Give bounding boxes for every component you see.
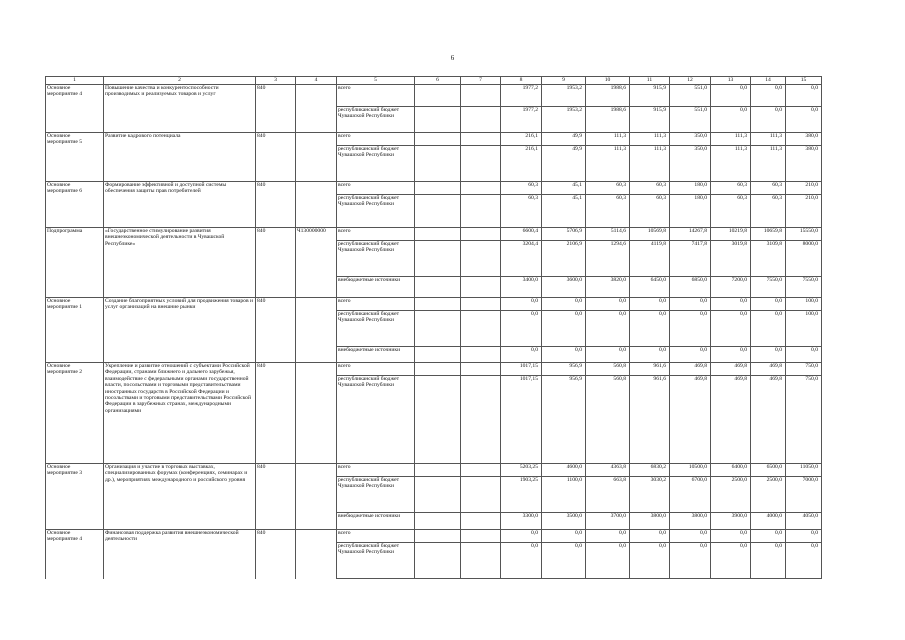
value-cell: 469,8: [711, 363, 751, 376]
empty-cell: [461, 513, 501, 530]
value-cell: 0,0: [751, 107, 786, 133]
value-cell: 0,0: [542, 347, 586, 363]
value-cell: 0,0: [586, 530, 630, 543]
value-cell: 0,0: [670, 298, 711, 311]
header-cell: 14: [751, 77, 786, 85]
value-cell: 663,8: [586, 477, 630, 513]
value-cell: 0,0: [630, 311, 670, 347]
value-cell: 100,0: [786, 311, 822, 347]
budget-code-cell: [296, 133, 337, 182]
header-cell: 6: [415, 77, 461, 85]
header-cell: 13: [711, 77, 751, 85]
funding-source-cell: республиканский бюджет Чувашской Республики: [337, 376, 415, 464]
value-cell: 45,1: [542, 182, 586, 195]
value-cell: 961,6: [630, 376, 670, 464]
value-cell: 111,3: [630, 133, 670, 146]
funding-source-cell: всего: [337, 363, 415, 376]
value-cell: 111,3: [711, 146, 751, 182]
measure-name-cell: Развитие кадрового потенциала: [104, 133, 256, 182]
value-cell: 0,0: [501, 311, 542, 347]
value-cell: 10219,8: [711, 228, 751, 241]
funding-source-cell: республиканский бюджет Чувашской Республики: [337, 311, 415, 347]
value-cell: 0,0: [542, 298, 586, 311]
value-cell: 7000,0: [786, 477, 822, 513]
value-cell: 0,0: [586, 543, 630, 579]
value-cell: 111,3: [630, 146, 670, 182]
value-cell: 49,9: [542, 146, 586, 182]
empty-cell: [461, 376, 501, 464]
value-cell: 3800,0: [670, 513, 711, 530]
measure-type-cell: Основное мероприятие 2: [46, 363, 104, 464]
value-cell: 6700,0: [670, 477, 711, 513]
funding-source-cell: всего: [337, 85, 415, 107]
value-cell: 915,9: [630, 107, 670, 133]
value-cell: 0,0: [751, 85, 786, 107]
funding-source-cell: всего: [337, 464, 415, 477]
value-cell: 14267,8: [670, 228, 711, 241]
value-cell: 60,3: [630, 182, 670, 195]
value-cell: 380,0: [786, 146, 822, 182]
empty-cell: [461, 311, 501, 347]
value-cell: 6400,0: [711, 464, 751, 477]
measure-name-cell: Повышение качества и конкурентоспособности производимых и реализуемых товаров и услуг: [104, 85, 256, 133]
empty-cell: [415, 107, 461, 133]
table-row: [46, 298, 822, 311]
value-cell: 551,0: [670, 107, 711, 133]
value-cell: 750,0: [786, 363, 822, 376]
value-cell: 0,0: [586, 347, 630, 363]
value-cell: 3700,0: [586, 513, 630, 530]
value-cell: 1988,6: [586, 107, 630, 133]
value-cell: 180,0: [670, 182, 711, 195]
funding-source-cell: всего: [337, 530, 415, 543]
empty-cell: [461, 347, 501, 363]
empty-cell: [461, 133, 501, 146]
header-cell: 8: [501, 77, 542, 85]
value-cell: 1017,15: [501, 363, 542, 376]
value-cell: 0,0: [630, 530, 670, 543]
empty-cell: [415, 182, 461, 195]
program-funding-table: [45, 76, 822, 579]
value-cell: 216,1: [501, 133, 542, 146]
value-cell: 60,3: [501, 195, 542, 228]
budget-code-cell: [296, 530, 337, 579]
page-number: 6: [450, 54, 455, 62]
funding-source-cell: республиканский бюджет Чувашской Республики: [337, 543, 415, 579]
value-cell: 0,0: [711, 530, 751, 543]
budget-code-cell: [296, 85, 337, 133]
budget-code-cell: [296, 182, 337, 228]
value-cell: 551,0: [670, 85, 711, 107]
value-cell: 60,3: [711, 182, 751, 195]
empty-cell: [415, 543, 461, 579]
value-cell: 60,3: [586, 195, 630, 228]
value-cell: 0,0: [670, 530, 711, 543]
value-cell: 0,0: [751, 311, 786, 347]
measure-type-cell: Подпрограмма: [46, 228, 104, 298]
funding-source-cell: всего: [337, 298, 415, 311]
value-cell: 0,0: [786, 347, 822, 363]
value-cell: 0,0: [751, 543, 786, 579]
value-cell: 216,1: [501, 146, 542, 182]
value-cell: 0,0: [711, 85, 751, 107]
value-cell: 0,0: [670, 347, 711, 363]
measure-name-cell: Организация и участие в торговых выставках, специализированных форумах (конференциях, семинарах и др.), мероприятиях международного и российского уровня: [104, 464, 256, 530]
funding-source-cell: внебюджетные источники: [337, 347, 415, 363]
value-cell: 0,0: [630, 298, 670, 311]
value-cell: 5114,6: [586, 228, 630, 241]
empty-cell: [461, 464, 501, 477]
measure-name-cell: Укрепление и развитие отношений с субъектами Российской Федерации, странами ближнего и дальнего зарубежья, взаимодействие с федеральными органами государственной власти, посольствами и торговыми представительствами иностранных государств в Российской Федерации и посольствами и торговыми представительствами Российской Федерации в зарубежных странах, международными организациями: [104, 363, 256, 464]
table-row: [46, 530, 822, 543]
value-cell: 0,0: [786, 530, 822, 543]
value-cell: 3109,8: [751, 241, 786, 277]
value-cell: 0,0: [711, 347, 751, 363]
value-cell: 915,9: [630, 85, 670, 107]
responsible-code-cell: 840: [256, 464, 296, 530]
responsible-code-cell: 840: [256, 133, 296, 182]
value-cell: 15550,0: [786, 228, 822, 241]
value-cell: 0,0: [501, 530, 542, 543]
header-cell: 3: [256, 77, 296, 85]
empty-cell: [461, 363, 501, 376]
budget-code-cell: [296, 464, 337, 530]
value-cell: 560,8: [586, 376, 630, 464]
value-cell: 3600,0: [542, 277, 586, 298]
empty-cell: [415, 347, 461, 363]
value-cell: 3500,0: [542, 513, 586, 530]
value-cell: 1100,0: [542, 477, 586, 513]
value-cell: 5706,9: [542, 228, 586, 241]
value-cell: 350,0: [670, 146, 711, 182]
value-cell: 4000,0: [751, 513, 786, 530]
empty-cell: [415, 241, 461, 277]
empty-cell: [461, 85, 501, 107]
table-row: [46, 133, 822, 146]
empty-cell: [461, 107, 501, 133]
value-cell: 0,0: [630, 347, 670, 363]
header-cell: 4: [296, 77, 337, 85]
header-cell: 5: [337, 77, 415, 85]
value-cell: 469,8: [670, 376, 711, 464]
value-cell: 1903,25: [501, 477, 542, 513]
value-cell: 111,3: [751, 133, 786, 146]
value-cell: 210,0: [786, 195, 822, 228]
value-cell: 2500,0: [711, 477, 751, 513]
value-cell: 60,3: [711, 195, 751, 228]
empty-cell: [461, 228, 501, 241]
value-cell: 6450,0: [630, 277, 670, 298]
empty-cell: [461, 146, 501, 182]
header-cell: 2: [104, 77, 256, 85]
value-cell: 6850,0: [670, 277, 711, 298]
value-cell: 0,0: [786, 107, 822, 133]
empty-cell: [461, 277, 501, 298]
value-cell: 1294,6: [586, 241, 630, 277]
value-cell: 0,0: [751, 298, 786, 311]
value-cell: 10659,8: [751, 228, 786, 241]
value-cell: 0,0: [586, 298, 630, 311]
value-cell: 956,9: [542, 376, 586, 464]
value-cell: 180,0: [670, 195, 711, 228]
value-cell: 45,1: [542, 195, 586, 228]
empty-cell: [415, 146, 461, 182]
value-cell: 3400,0: [501, 277, 542, 298]
value-cell: 60,3: [630, 195, 670, 228]
header-cell: 1: [46, 77, 104, 85]
value-cell: 1953,2: [542, 85, 586, 107]
value-cell: 0,0: [786, 543, 822, 579]
table-row: [46, 363, 822, 376]
value-cell: 0,0: [542, 543, 586, 579]
value-cell: 1017,15: [501, 376, 542, 464]
funding-source-cell: всего: [337, 133, 415, 146]
value-cell: 380,0: [786, 133, 822, 146]
value-cell: 6500,0: [751, 464, 786, 477]
table-row: [46, 228, 822, 241]
header-cell: 9: [542, 77, 586, 85]
empty-cell: [415, 464, 461, 477]
value-cell: 4600,0: [542, 464, 586, 477]
value-cell: 560,8: [586, 363, 630, 376]
value-cell: 469,8: [751, 363, 786, 376]
value-cell: 4119,8: [630, 241, 670, 277]
value-cell: 10569,8: [630, 228, 670, 241]
value-cell: 60,3: [751, 195, 786, 228]
budget-code-cell: [296, 298, 337, 363]
value-cell: 3019,8: [711, 241, 751, 277]
value-cell: 5203,25: [501, 464, 542, 477]
value-cell: 469,8: [711, 376, 751, 464]
empty-cell: [415, 363, 461, 376]
responsible-code-cell: 840: [256, 363, 296, 464]
value-cell: 0,0: [711, 543, 751, 579]
value-cell: 3900,0: [711, 513, 751, 530]
value-cell: 7550,0: [751, 277, 786, 298]
table-row: [46, 464, 822, 477]
empty-cell: [461, 298, 501, 311]
value-cell: 60,3: [501, 182, 542, 195]
measure-name-cell: Финансовая поддержка развития внешнеэкономической деятельности: [104, 530, 256, 579]
header-cell: 11: [630, 77, 670, 85]
funding-source-cell: республиканский бюджет Чувашской Республики: [337, 477, 415, 513]
empty-cell: [415, 133, 461, 146]
responsible-code-cell: 840: [256, 298, 296, 363]
value-cell: 0,0: [501, 347, 542, 363]
funding-source-cell: республиканский бюджет Чувашской Республики: [337, 241, 415, 277]
funding-source-cell: республиканский бюджет Чувашской Республики: [337, 107, 415, 133]
value-cell: 6600,4: [501, 228, 542, 241]
value-cell: 3204,4: [501, 241, 542, 277]
empty-cell: [415, 195, 461, 228]
value-cell: 7200,0: [711, 277, 751, 298]
header-cell: 12: [670, 77, 711, 85]
empty-cell: [415, 376, 461, 464]
empty-cell: [415, 228, 461, 241]
value-cell: 111,3: [711, 133, 751, 146]
value-cell: 3030,2: [630, 477, 670, 513]
value-cell: 3800,0: [630, 513, 670, 530]
value-cell: 0,0: [542, 530, 586, 543]
measure-type-cell: Основное мероприятие 4: [46, 530, 104, 579]
empty-cell: [415, 85, 461, 107]
empty-cell: [461, 543, 501, 579]
empty-cell: [415, 277, 461, 298]
value-cell: 1977,2: [501, 107, 542, 133]
funding-source-cell: внебюджетные источники: [337, 277, 415, 298]
value-cell: 0,0: [542, 311, 586, 347]
value-cell: 100,0: [786, 298, 822, 311]
value-cell: 49,9: [542, 133, 586, 146]
measure-name-cell: «Государственное стимулирование развития внешнеэкономической деятельности в Чувашской Республике»: [104, 228, 256, 298]
value-cell: 60,3: [751, 182, 786, 195]
measure-name-cell: Создание благоприятных условий для продвижения товаров и услуг организаций на внешние рынки: [104, 298, 256, 363]
value-cell: 11050,0: [786, 464, 822, 477]
value-cell: 60,3: [586, 182, 630, 195]
value-cell: 956,9: [542, 363, 586, 376]
measure-type-cell: Основное мероприятие 5: [46, 133, 104, 182]
funding-source-cell: всего: [337, 182, 415, 195]
value-cell: 10500,0: [670, 464, 711, 477]
header-cell: 10: [586, 77, 630, 85]
value-cell: 111,3: [751, 146, 786, 182]
budget-code-cell: Ч130000000: [296, 228, 337, 298]
value-cell: 0,0: [586, 311, 630, 347]
empty-cell: [415, 513, 461, 530]
measure-type-cell: Основное мероприятие 6: [46, 182, 104, 228]
funding-source-cell: внебюджетные источники: [337, 513, 415, 530]
funding-source-cell: всего: [337, 228, 415, 241]
empty-cell: [415, 530, 461, 543]
responsible-code-cell: 840: [256, 182, 296, 228]
responsible-code-cell: 840: [256, 228, 296, 298]
value-cell: 0,0: [786, 85, 822, 107]
measure-type-cell: Основное мероприятие 3: [46, 464, 104, 530]
value-cell: 1953,2: [542, 107, 586, 133]
empty-cell: [461, 195, 501, 228]
value-cell: 7550,0: [786, 277, 822, 298]
value-cell: 0,0: [711, 311, 751, 347]
value-cell: 0,0: [501, 298, 542, 311]
empty-cell: [461, 241, 501, 277]
funding-source-cell: республиканский бюджет Чувашской Республики: [337, 195, 415, 228]
value-cell: 3820,0: [586, 277, 630, 298]
empty-cell: [461, 477, 501, 513]
table-header-row: [46, 77, 822, 85]
value-cell: 4050,0: [786, 513, 822, 530]
value-cell: 7417,8: [670, 241, 711, 277]
header-cell: 15: [786, 77, 822, 85]
value-cell: 0,0: [670, 543, 711, 579]
table-row: [46, 182, 822, 195]
value-cell: 350,0: [670, 133, 711, 146]
value-cell: 111,3: [586, 146, 630, 182]
value-cell: 6830,2: [630, 464, 670, 477]
value-cell: 2106,9: [542, 241, 586, 277]
value-cell: 0,0: [751, 530, 786, 543]
empty-cell: [461, 530, 501, 543]
table-row: [46, 85, 822, 107]
value-cell: 0,0: [711, 107, 751, 133]
value-cell: 750,0: [786, 376, 822, 464]
value-cell: 469,8: [751, 376, 786, 464]
value-cell: 8000,0: [786, 241, 822, 277]
measure-type-cell: Основное мероприятие 4: [46, 85, 104, 133]
value-cell: 0,0: [501, 543, 542, 579]
value-cell: 3300,0: [501, 513, 542, 530]
value-cell: 4363,8: [586, 464, 630, 477]
empty-cell: [415, 477, 461, 513]
value-cell: 961,6: [630, 363, 670, 376]
value-cell: 0,0: [751, 347, 786, 363]
value-cell: 2500,0: [751, 477, 786, 513]
measure-name-cell: Формирование эффективной и доступной системы обеспечения защиты прав потребителей: [104, 182, 256, 228]
funding-source-cell: республиканский бюджет Чувашской Республики: [337, 146, 415, 182]
empty-cell: [415, 298, 461, 311]
value-cell: 469,8: [670, 363, 711, 376]
value-cell: 210,0: [786, 182, 822, 195]
value-cell: 0,0: [670, 311, 711, 347]
responsible-code-cell: 840: [256, 530, 296, 579]
value-cell: 0,0: [711, 298, 751, 311]
empty-cell: [461, 182, 501, 195]
value-cell: 1977,2: [501, 85, 542, 107]
responsible-code-cell: 840: [256, 85, 296, 133]
value-cell: 1988,6: [586, 85, 630, 107]
budget-code-cell: [296, 363, 337, 464]
value-cell: 0,0: [630, 543, 670, 579]
empty-cell: [415, 311, 461, 347]
measure-type-cell: Основное мероприятие 1: [46, 298, 104, 363]
value-cell: 111,3: [586, 133, 630, 146]
header-cell: 7: [461, 77, 501, 85]
